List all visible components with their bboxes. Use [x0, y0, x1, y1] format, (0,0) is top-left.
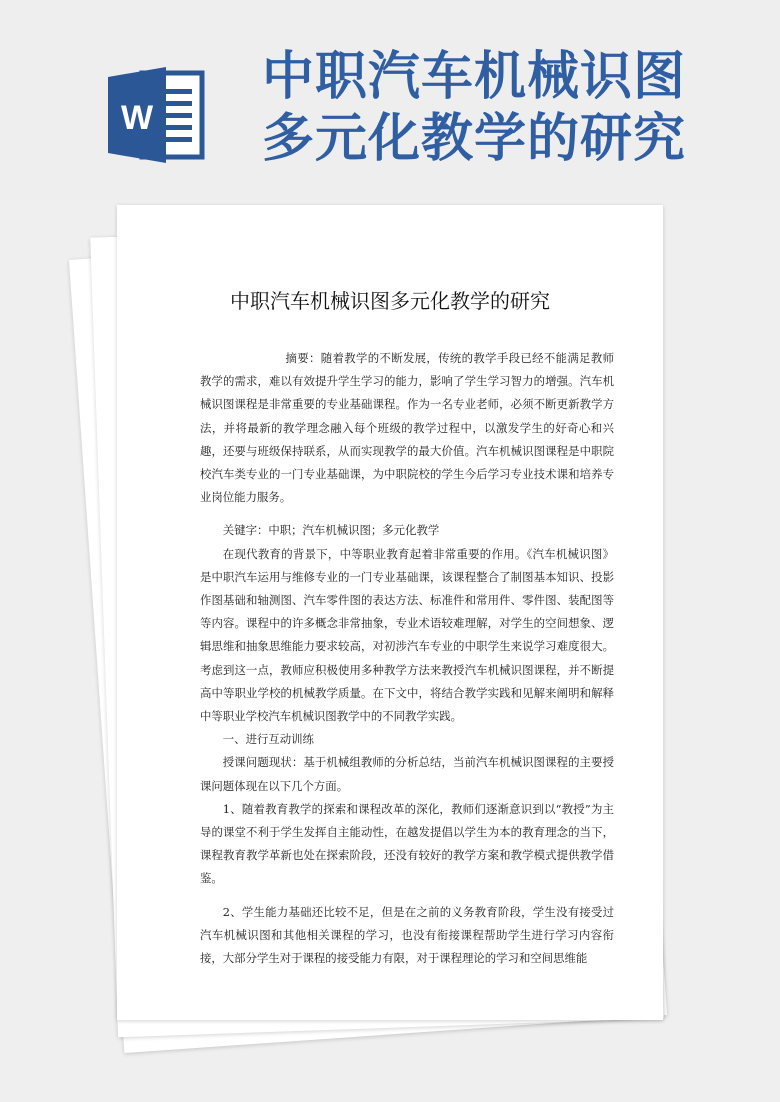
point-1-paragraph: 1、随着教育教学的探索和课程改革的深化，教师们逐渐意识到以“教授”为主导的课堂不利于学生发挥自主能动性，在越发提倡以学生为本的教育理念的当下，课程教育教学革新也处在探索阶段，还没有较好的教学方案和教学模式提供教学借鉴。: [200, 801, 614, 886]
keywords-line: 关键字：中职；汽车机械识图；多元化教学: [222, 523, 440, 538]
abstract-paragraph: 摘要：随着教学的不断发展，传统的教学手段已经不能满足教师教学的需求，难以有效提升学生学习的能力，影响了学生学习智力的增强。汽车机械识图课程是非常重要的专业基础课程。作为一名专业老师，必须不断更新教学方法，并将最新的教学理念融入每个班级的教学过程中，以激发学生的好奇心和兴趣，还要与班级保持联系，从而实现教学的最大价值。汽车机械识图课程是中职院校汽车类专业的一门专业基础课，为中职院校的学生今后学习专业技术课和培养专业岗位能力服务。: [200, 351, 614, 505]
section-heading: 一、进行互动训练: [222, 732, 314, 747]
banner-title: [262, 46, 762, 170]
intro-paragraph: 在现代教育的背景下，中等职业教育起着非常重要的作用。《汽车机械识图》是中职汽车运用与维修专业的一门专业基础课，该课程整合了制图基本知识、投影作图基础和轴测图、汽车零件图的表达方法、标准件和常用件、零件图、装配图等等内容。课程中的许多概念非常抽象，专业术语较难理解，对学生的空间想象、逻辑思维和抽象思维能力要求较高，对初涉汽车专业的中职学生来说学习难度很大。考虑到这一点，教师应积极使用多种教学方法来教授汽车机械识图课程，并不断提高中等职业学校的机械教学质量。在下文中，将结合教学实践和见解来阐明和解释中等职业学校汽车机械识图教学中的不同教学实践。: [200, 546, 614, 724]
document-page: [117, 205, 663, 1020]
banner-header: [0, 0, 780, 200]
problem-status-paragraph: 授课问题现状：基于机械组教师的分析总结，当前汽车机械识图课程的主要授课问题体现在以下几个方面。: [200, 755, 614, 793]
point-2-paragraph: 2、学生能力基础还比较不足，但是在之前的义务教育阶段，学生没有接受过汽车机械识图和其他相关课程的学习，也没有衔接课程帮助学生进行学习内容衔接，大部分学生对于课程的接受能力有限，对于课程理论的学习和空间思维能: [200, 904, 614, 966]
banner-title-line-1: 中职汽车机械识图: [262, 46, 687, 107]
word-document-icon: [108, 67, 206, 163]
svg-text:W: W: [120, 99, 154, 137]
document-body: [200, 347, 614, 970]
document-title: 中职汽车机械识图多元化教学的研究: [230, 289, 550, 313]
banner-title-line-2: 多元化教学的研究: [262, 108, 687, 169]
